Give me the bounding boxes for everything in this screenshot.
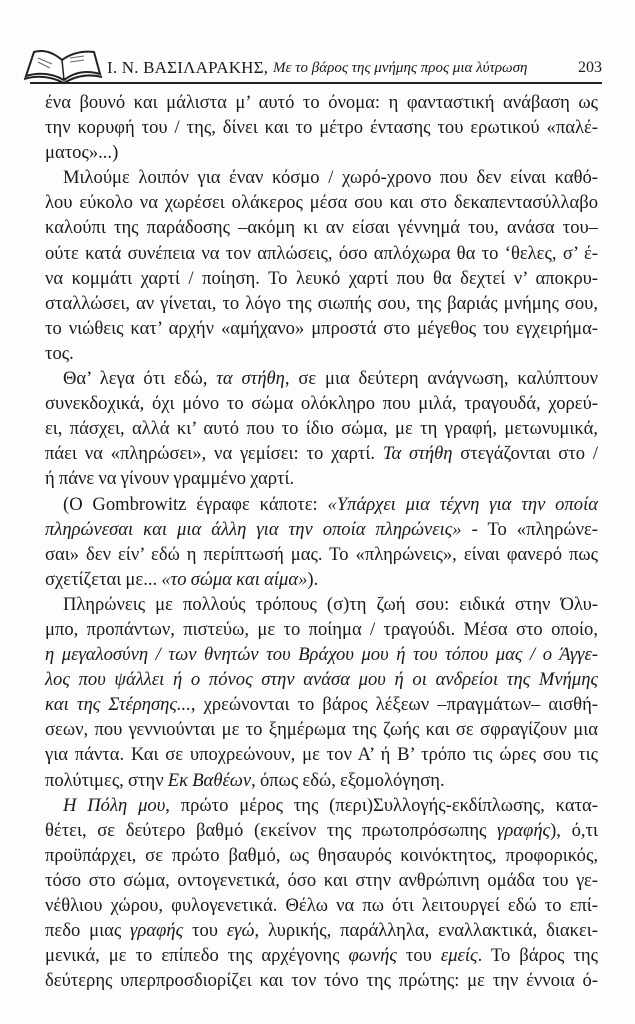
- text-segment: (Ο Gombrowitz έγραφε κάποτε:: [63, 493, 328, 515]
- italic-text: γραφής: [130, 920, 184, 942]
- text-segment: δεύτερης υπερπροσδιορίζει και τον τόνο της πρώτης: με την έννοια ό-: [45, 970, 598, 992]
- text-segment: καλούπι της παράδοσης –ακόμη κι αν είσαι γέννημά του, ανάσα του–: [45, 217, 598, 239]
- text-segment: μενικά, με το επίπεδο της αρχέγονης: [45, 945, 349, 967]
- italic-text: τα στήθη: [216, 368, 285, 390]
- text-line: [45, 617, 598, 642]
- text-line: [45, 843, 598, 868]
- book-title: Με το βάρος της μνήμης προς μια λύτρωση: [273, 60, 528, 76]
- text-line: [45, 667, 598, 692]
- text-line: [45, 567, 598, 592]
- text-line: [45, 90, 598, 115]
- text-line: [45, 717, 598, 742]
- text-segment: Μιλούμε λοιπόν για έναν κόσμο / χωρό-χρονο που δεν είναι καθό-: [63, 167, 598, 189]
- text-line: [45, 266, 598, 291]
- text-line: [45, 391, 598, 416]
- italic-text: «το σώμα και αίμα»: [161, 568, 308, 590]
- text-segment: ούτε κατά συνέπεια να τον απλώσεις, όσο απλόχωρα θα το ‘θελες, σ’ έ-: [45, 242, 598, 264]
- italic-text: φωνής: [348, 945, 397, 967]
- text-segment: ματος»...): [45, 142, 119, 164]
- text-line: [45, 868, 598, 893]
- body-text: [45, 90, 598, 993]
- text-segment: για πάντα. Και σε υποχρεώνουν, με τον Α’ ή Β’ τρόπο τις ώρες σου τις: [45, 744, 598, 766]
- text-line: [45, 592, 598, 617]
- text-line: [45, 441, 598, 466]
- italic-text: η μεγαλοσύνη / των θνητών του Βράχου μου ή του τόπου μας / ο Άγγε-: [45, 644, 598, 666]
- text-segment: τος.: [45, 342, 74, 364]
- author-name: Ι. Ν. ΒΑΣΙΛΑΡΑΚΗΣ,: [107, 58, 269, 77]
- text-segment: προϋπάρχει, σε πρώτο βαθμό, ως θησαυρός κοινόκτητος, προφορικός,: [45, 844, 598, 866]
- text-segment: του: [396, 945, 441, 967]
- text-segment: στεγάζονται στο /: [452, 443, 598, 465]
- italic-text: γραφής: [497, 819, 551, 841]
- text-segment: , σε μια δεύτερη ανάγνωση, καλύπτουν: [284, 368, 598, 390]
- text-segment: πεδο μιας: [45, 920, 131, 942]
- italic-text: και της Στέρησης...: [45, 694, 191, 716]
- text-segment: ένα βουνό και μάλιστα μ’ αυτό το όνομα: η φανταστική ανάβαση ως: [45, 92, 598, 113]
- text-line: [45, 165, 598, 190]
- text-segment: , όπως εδώ, εξομολόγηση.: [251, 769, 445, 791]
- text-segment: ή πάνε να γίνουν γραμμένο χαρτί.: [45, 468, 295, 490]
- text-line: [45, 492, 598, 517]
- text-line: [45, 793, 598, 818]
- italic-text: Τα στήθη: [382, 443, 453, 465]
- text-line: [45, 893, 598, 918]
- text-segment: Θα’ λεγα ότι εδώ,: [63, 368, 217, 390]
- text-segment: - Το «πληρώνε-: [461, 518, 598, 540]
- text-segment: , πρώτο μέρος της (περι)Συλλογής-εκδίπλωσης, κατα-: [165, 794, 598, 816]
- text-line: [45, 366, 598, 391]
- text-segment: συνεκδοχικά, όχι μόνο το σώμα ολόκληρο που μιλά, τραγουδά, χορεύ-: [45, 393, 598, 415]
- text-line: [45, 241, 598, 266]
- text-line: [45, 416, 598, 441]
- text-segment: σταλλώσει, αν γίνεται, το λόγο της σιωπής σου, της βαριάς μνήμης σου,: [45, 292, 598, 314]
- text-line: [45, 190, 598, 215]
- text-segment: θέτει, σε δεύτερο βαθμό (εκείνον της πρωτοπρόσωπης: [45, 819, 498, 841]
- italic-text: «Υπάρχει μια τέχνη για την οποία: [327, 493, 598, 515]
- text-segment: μπο, προπάντων, πιστεύω, με το ποίημα / τραγούδι. Μέσα στο οποίο,: [45, 618, 598, 640]
- text-line: [45, 291, 598, 316]
- text-line: [45, 140, 598, 165]
- text-segment: , λυρικής, παράλληλα, εναλλακτικά, διακει-: [254, 920, 598, 942]
- text-line: [45, 943, 598, 968]
- italic-text: Η Πόλη μου: [63, 794, 166, 816]
- text-line: [45, 115, 598, 140]
- text-line: [45, 341, 598, 366]
- text-segment: την κορυφή του / της, δίνει και το μέτρο έντασης του ερωτικού «παλέ-: [45, 117, 598, 139]
- text-segment: νέθλιου χώρου, φυλογενετικά. Θέλω να πω ότι λειτουργεί εδώ το επί-: [45, 895, 598, 916]
- text-segment: τόσο στο σώμα, οντογενετικά, όσο και στην ανθρώπινη ομάδα του γε-: [45, 869, 598, 891]
- text-line: [45, 215, 598, 240]
- text-segment: . Το βάρος της: [477, 945, 598, 967]
- text-line: [45, 742, 598, 767]
- text-segment: σχετίζεται με...: [45, 568, 162, 590]
- text-segment: ).: [307, 568, 319, 590]
- text-segment: ), ό,τι: [550, 819, 598, 841]
- header-rule: [30, 82, 602, 84]
- text-line: [45, 968, 598, 993]
- text-segment: πάει να «πληρώσει», να γεμίσει: το χαρτί.: [45, 443, 383, 465]
- text-segment: σαι» δεν είν’ εδώ η περίπτωσή μας. Το «πληρώνεις», είναι φανερό πως: [45, 543, 598, 565]
- italic-text: εγώ: [226, 920, 255, 942]
- running-header: [20, 46, 602, 84]
- text-segment: του: [183, 920, 227, 942]
- text-segment: Πληρώνεις με πολλούς τρόπους (σ)τη ζωή σου: ειδικά στην Όλυ-: [63, 593, 598, 615]
- text-line: [45, 642, 598, 667]
- text-segment: ει, πάσχει, αλλά κι’ αυτό που το ίδιο σώμα, με τη γραφή, μετωνυμικά,: [45, 418, 598, 440]
- text-line: [45, 768, 598, 793]
- italic-text: Εκ Βαθέων: [167, 769, 252, 791]
- text-line: [45, 692, 598, 717]
- text-line: [45, 542, 598, 567]
- page-number: 203: [578, 59, 602, 76]
- text-segment: σεων, που γεννιούνται με το ξημέρωμα της ζωής και σε σφραγίζουν μια: [45, 719, 598, 741]
- text-segment: , χρεώνονται το βάρος λέξεων –πραγμάτων– αισθή-: [190, 694, 598, 716]
- text-line: [45, 818, 598, 843]
- text-segment: πολύτιμες, στην: [45, 769, 168, 791]
- text-line: [45, 316, 598, 341]
- text-segment: να κομμάτι χαρτί / ποίηση. Το λευκό χαρτί που θα δεχτεί ν’ αποκρυ-: [45, 267, 598, 289]
- text-line: [45, 466, 598, 491]
- text-line: [45, 918, 598, 943]
- text-segment: το νιώθεις κατ’ αρχήν «αμήχανο» μπροστά στο μέγεθος του εγχειρήμα-: [45, 317, 598, 339]
- italic-text: λος που ψάλλει ή ο πόνος στην ανάσα μου ή οι ανδρείοι της Μνήμης: [45, 669, 598, 691]
- italic-text: εμείς: [440, 945, 478, 967]
- text-segment: λου εύκολο να χωρέσει ολάκερος μέσα σου και στο δεκαπεντασύλλαβο: [45, 192, 598, 214]
- text-line: [45, 517, 598, 542]
- open-book-icon: [20, 46, 104, 86]
- italic-text: πληρώνεσαι και μια άλλη για την οποία πληρώνεις»: [45, 518, 462, 540]
